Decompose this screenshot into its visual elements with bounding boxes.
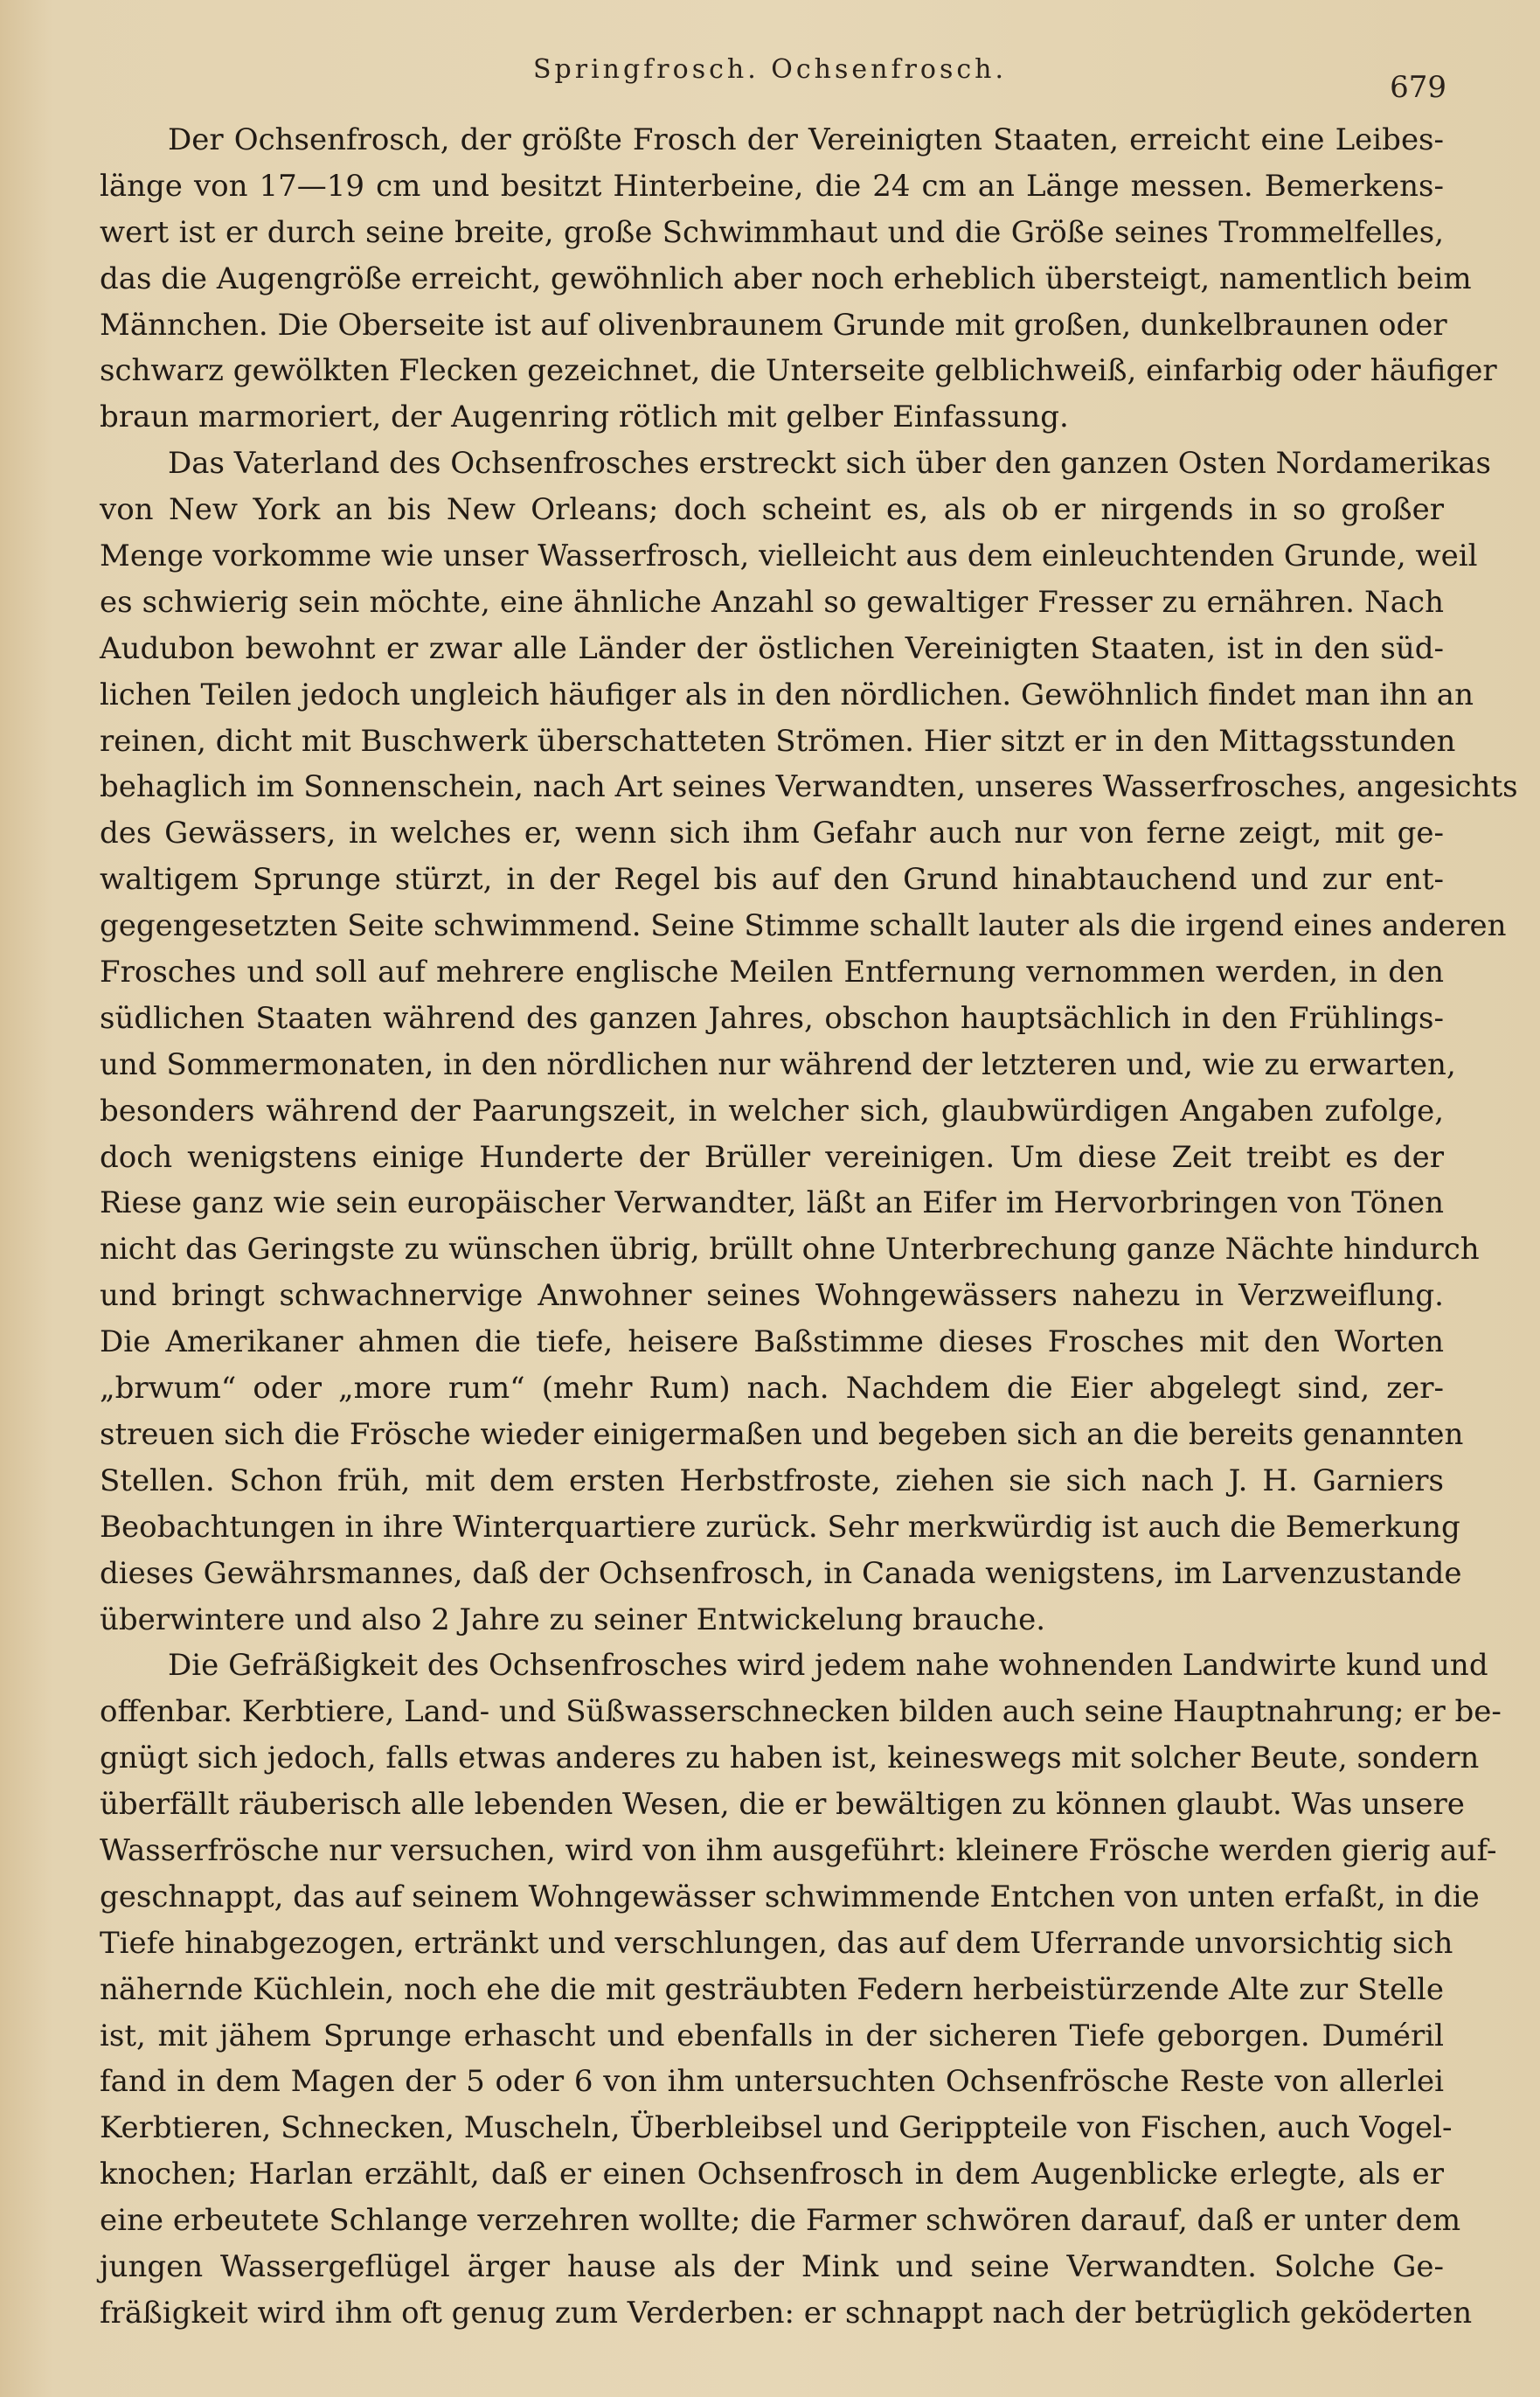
text-line: südlichen Staaten während des ganzen Jahres, obschon hauptsächlich in den Frühlings-	[100, 1000, 1444, 1036]
text-line: Wasserfrösche nur versuchen, wird von ihm ausgeführt: kleinere Frösche werden gierig auf-	[100, 1832, 1497, 1868]
text-line: knochen; Harlan erzählt, daß er einen Ochsenfrosch in dem Augenblicke erlegte, als er	[100, 2157, 1444, 2192]
text-line: eine erbeutete Schlange verzehren wollte; die Farmer schwören darauf, daß er unter dem	[100, 2203, 1461, 2239]
text-line: es schwierig sein möchte, eine ähnliche Anzahl so gewaltiger Fresser zu ernähren. Nach	[100, 584, 1444, 620]
text-line: fräßigkeit wird ihm oft genug zum Verderben: er schnappt nach der betrüglich geköderten	[100, 2295, 1473, 2331]
text-line: gnügt sich jedoch, falls etwas anderes zu haben ist, keineswegs mit solcher Beute, sondern	[100, 1740, 1480, 1776]
text-line: reinen, dicht mit Buschwerk überschatteten Strömen. Hier sitzt er in den Mittagsstunden	[100, 723, 1456, 759]
text-line: geschnappt, das auf seinem Wohngewässer schwimmende Entchen von unten erfaßt, in die	[100, 1879, 1480, 1914]
text-line: Stellen. Schon früh, mit dem ersten Herbstfroste, ziehen sie sich nach J. H. Garniers	[100, 1463, 1444, 1498]
text-line: schwarz gewölkten Flecken gezeichnet, die Unterseite gelblichweiß, einfarbig oder häufiger	[100, 353, 1497, 389]
paragraph	[100, 441, 1518, 1643]
text-line: Tiefe hinabgezogen, ertränkt und verschlungen, das auf dem Uferrande unvorsichtig sich	[100, 1925, 1453, 1961]
text-line: länge von 17—19 cm und besitzt Hinterbeine, die 24 cm an Länge messen. Bemerkens-	[100, 168, 1444, 204]
paragraph	[100, 117, 1497, 441]
text-line: Menge vorkomme wie unser Wasserfrosch, vielleicht aus dem einleuchtenden Grunde, weil	[100, 538, 1478, 574]
text-line: doch wenigstens einige Hunderte der Brüller vereinigen. Um diese Zeit treibt es der	[100, 1139, 1444, 1175]
text-line: überwintere und also 2 Jahre zu seiner Entwickelung brauche.	[100, 1601, 1046, 1637]
text-line: das die Augengröße erreicht, gewöhnlich aber noch erheblich übersteigt, namentlich beim	[100, 261, 1472, 296]
text-line: ist, mit jähem Sprunge erhascht und ebenfalls in der sicheren Tiefe geborgen. Duméril	[100, 2018, 1444, 2053]
text-line: Die Gefräßigkeit des Ochsenfrosches wird jedem nahe wohnenden Landwirte kund und	[168, 1648, 1488, 1684]
text-line: Das Vaterland des Ochsenfrosches erstreckt sich über den ganzen Osten Nordamerikas	[168, 446, 1491, 482]
text-line: des Gewässers, in welches er, wenn sich ihm Gefahr auch nur von ferne zeigt, mit ge-	[100, 816, 1444, 851]
text-line: fand in dem Magen der 5 oder 6 von ihm untersuchten Ochsenfrösche Reste von allerlei	[100, 2064, 1444, 2100]
text-line: waltigem Sprunge stürzt, in der Regel bis auf den Grund hinabtauchend und zur ent-	[100, 862, 1444, 898]
text-line: offenbar. Kerbtiere, Land- und Süßwasserschnecken bilden auch seine Hauptnahrung; er be-	[100, 1694, 1502, 1730]
text-line: gegengesetzten Seite schwimmend. Seine Stimme schallt lauter als die irgend eines anderen	[100, 908, 1507, 944]
page-number: 679	[1390, 70, 1446, 105]
text-line: und bringt schwachnervige Anwohner seines Wohngewässers nahezu in Verzweiflung.	[100, 1278, 1444, 1314]
text-line: Riese ganz wie sein europäischer Verwandter, läßt an Eifer im Hervorbringen von Tönen	[100, 1185, 1444, 1221]
text-line: nähernde Küchlein, noch ehe die mit gesträubten Federn herbeistürzende Alte zur Stelle	[100, 1971, 1444, 2007]
paragraph	[100, 1643, 1502, 2336]
text-line: Beobachtungen in ihre Winterquartiere zurück. Sehr merkwürdig ist auch die Bemerkung	[100, 1509, 1460, 1545]
text-line: Männchen. Die Oberseite ist auf olivenbraunem Grunde mit großen, dunkelbraunen oder	[100, 307, 1447, 343]
text-line: Kerbtieren, Schnecken, Muscheln, Überbleibsel und Gerippteile von Fischen, auch Vogel-	[100, 2110, 1453, 2146]
text-line: wert ist er durch seine breite, große Schwimmhaut und die Größe seines Trommelfelles,	[100, 214, 1444, 250]
text-line: „brwum“ oder „more rum“ (mehr Rum) nach. Nachdem die Eier abgelegt sind, zer-	[100, 1371, 1444, 1407]
page-header	[0, 54, 1540, 105]
text-line: Frosches und soll auf mehrere englische Meilen Entfernung vernommen werden, in den	[100, 955, 1444, 990]
text-line: braun marmoriert, der Augenring rötlich mit gelber Einfassung.	[100, 400, 1069, 435]
text-line: Audubon bewohnt er zwar alle Länder der östlichen Vereinigten Staaten, ist in den süd-	[100, 630, 1444, 666]
body-text	[100, 117, 1518, 2337]
text-line: von New York an bis New Orleans; doch scheint es, als ob er nirgends in so großer	[100, 492, 1444, 528]
text-line: Die Amerikaner ahmen die tiefe, heisere Baßstimme dieses Frosches mit den Worten	[100, 1324, 1444, 1360]
text-line: und Sommermonaten, in den nördlichen nur während der letzteren und, wie zu erwarten,	[100, 1046, 1456, 1082]
running-title: Springfrosch. Ochsenfrosch.	[532, 54, 1008, 85]
text-line: behaglich im Sonnenschein, nach Art seines Verwandten, unseres Wasserfrosches, angesichts	[100, 769, 1518, 805]
text-line: streuen sich die Frösche wieder einigermaßen und begeben sich an die bereits genannten	[100, 1416, 1464, 1452]
text-line: jungen Wassergeflügel ärger hause als der Mink und seine Verwandten. Solche Ge-	[100, 2248, 1444, 2284]
text-line: nicht das Geringste zu wünschen übrig, brüllt ohne Unterbrechung ganze Nächte hindurch	[100, 1232, 1480, 1268]
text-line: dieses Gewährsmannes, daß der Ochsenfrosch, in Canada wenigstens, im Larvenzustande	[100, 1555, 1462, 1591]
text-line: besonders während der Paarungszeit, in welcher sich, glaubwürdigen Angaben zufolge,	[100, 1093, 1444, 1129]
text-line: überfällt räuberisch alle lebenden Wesen, die er bewältigen zu können glaubt. Was unsere	[100, 1787, 1465, 1823]
text-line: lichen Teilen jedoch ungleich häufiger als in den nördlichen. Gewöhnlich findet man ihn an	[100, 677, 1474, 712]
text-line: Der Ochsenfrosch, der größte Frosch der Vereinigten Staaten, erreicht eine Leibes-	[168, 122, 1444, 157]
